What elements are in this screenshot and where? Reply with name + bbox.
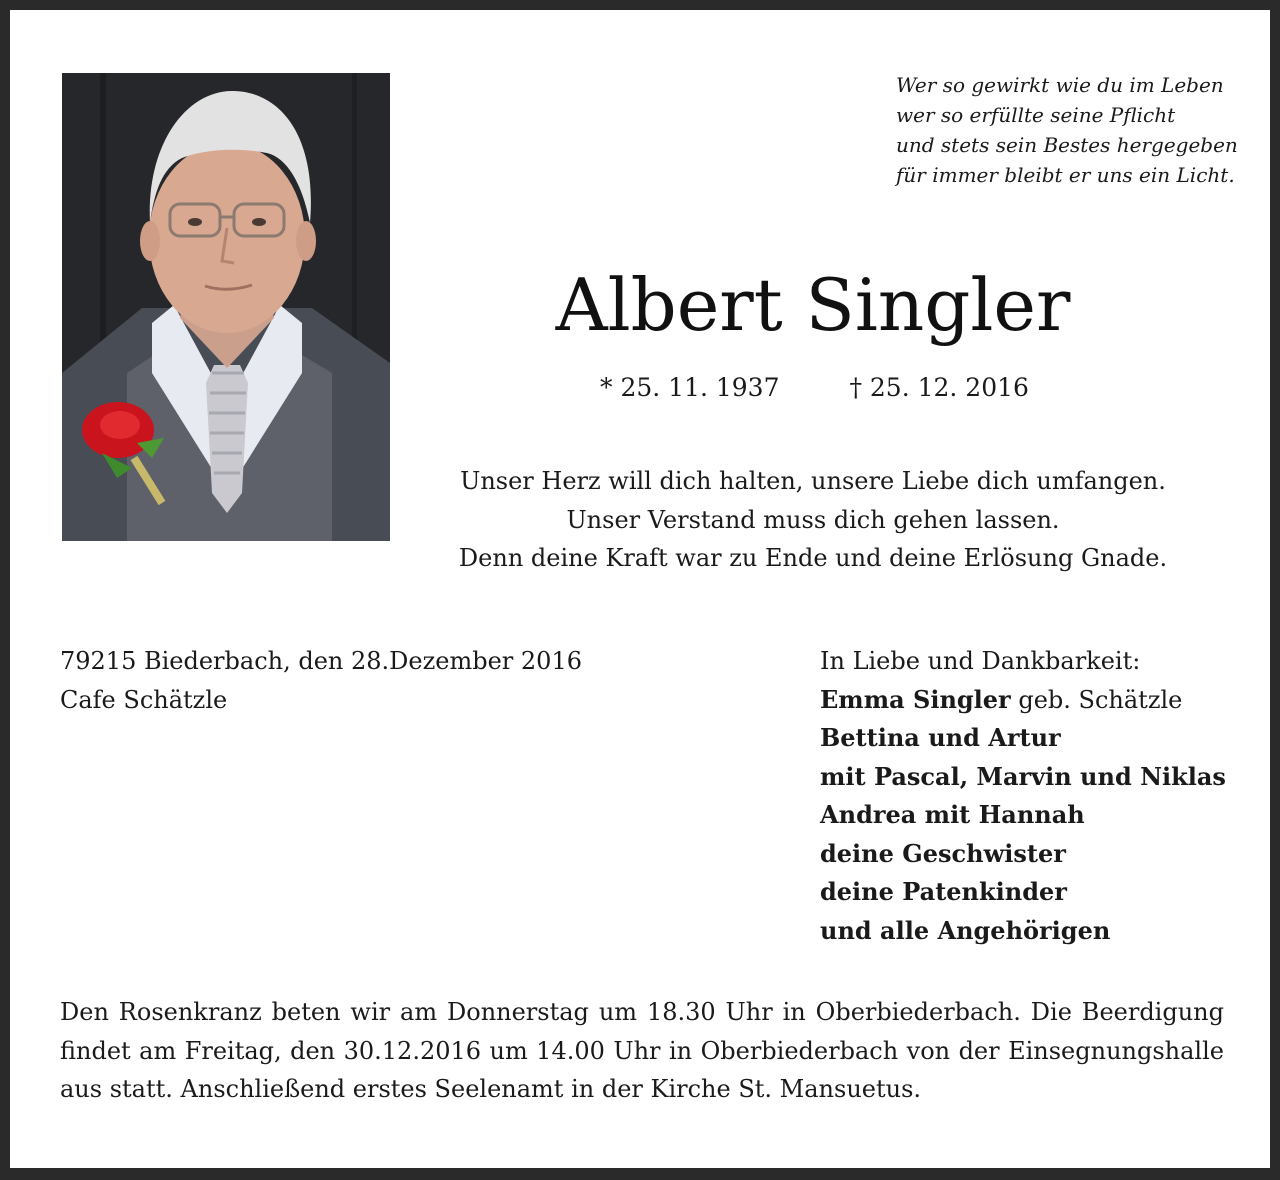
birth-date: * 25. 11. 1937	[600, 373, 780, 402]
place-line: Cafe Schätzle	[60, 685, 228, 714]
mourners-list	[820, 642, 1226, 950]
farewell-verse	[450, 462, 1176, 578]
poem-line: und stets sein Bestes hergegeben	[896, 133, 1238, 157]
notice-line: Den Rosenkranz beten wir am Donnerstag um 18.30 Uhr in Oberbiederbach. Die Beerdigung	[60, 998, 1224, 1026]
notice-line: findet am Freitag, den 30.12.2016 um 14.00 Uhr in Oberbiederbach von der Einsegnungshalle	[60, 1036, 1224, 1065]
memorial-poem	[896, 70, 1238, 190]
life-dates	[600, 370, 1029, 406]
mourner: mit Pascal, Marvin und Niklas	[820, 761, 1226, 791]
death-date: † 25. 12. 2016	[849, 373, 1029, 402]
verse-line: Unser Herz will dich halten, unsere Liebe dich umfangen.	[460, 467, 1166, 495]
mourner: deine Geschwister	[820, 838, 1066, 868]
widow-maiden-name: geb. Schätzle	[1010, 685, 1183, 714]
mourners-intro: In Liebe und Dankbarkeit:	[820, 647, 1141, 675]
mourner: Andrea mit Hannah	[820, 800, 1085, 829]
mourner: deine Patenkinder	[820, 877, 1067, 906]
widow-name: Emma Singler	[820, 684, 1011, 714]
deceased-name: Albert Singler	[555, 263, 1071, 347]
place-line: 79215 Biederbach, den 28.Dezember 2016	[60, 647, 582, 675]
widow-line	[820, 681, 1226, 720]
portrait-photo	[62, 73, 390, 541]
funeral-notice	[60, 993, 1224, 1109]
mourner: und alle Angehörigen	[820, 915, 1111, 945]
mourner: Bettina und Artur	[820, 723, 1061, 752]
portrait-image	[62, 73, 390, 541]
obituary-card	[10, 10, 1270, 1168]
poem-line: wer so erfüllte seine Pflicht	[896, 103, 1176, 127]
verse-line: Unser Verstand muss dich gehen lassen.	[566, 505, 1060, 534]
poem-line: Wer so gewirkt wie du im Leben	[896, 73, 1224, 97]
notice-line: aus statt. Anschließend erstes Seelenamt in der Kirche St. Mansuetus.	[60, 1075, 922, 1103]
place-and-date	[60, 642, 582, 719]
poem-line: für immer bleibt er uns ein Licht.	[896, 163, 1235, 187]
verse-line: Denn deine Kraft war zu Ende und deine Erlösung Gnade.	[458, 544, 1168, 572]
